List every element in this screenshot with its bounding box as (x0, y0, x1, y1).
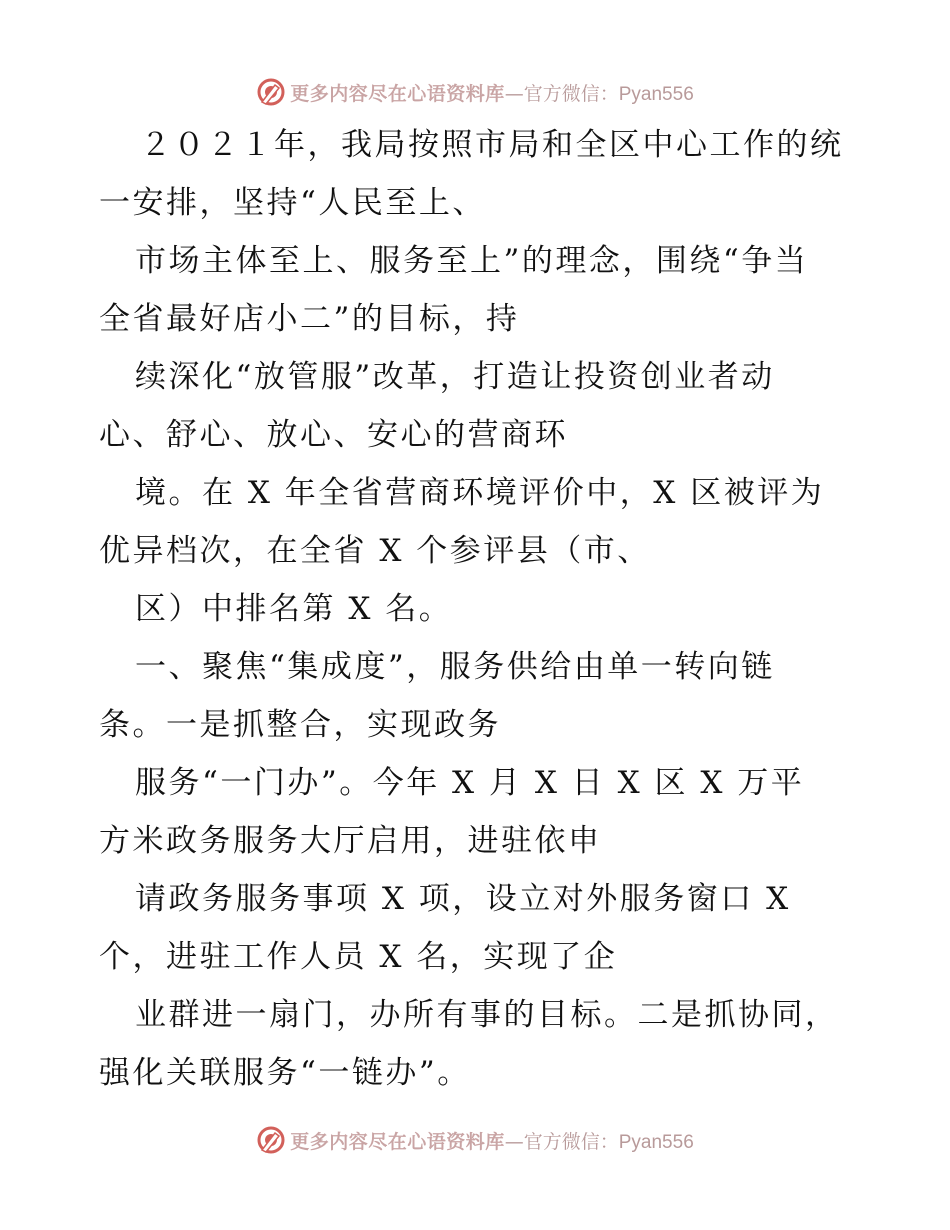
body-line: 业群进一扇门，办所有事的目标。二是抓协同， (135, 997, 839, 1033)
body-line: 续深化“放管服”改革，打造让投资创业者动 (135, 359, 775, 395)
banner-wechat-id: Pyan556 (618, 1131, 694, 1153)
body-line: 全省最好店小二”的目标，持 (99, 301, 520, 337)
banner-title: 更多内容尽在心语资料库 (290, 82, 505, 105)
pen-logo-icon (256, 1125, 286, 1155)
pen-logo-icon (256, 77, 286, 107)
banner-wechat-label: —官方微信： (504, 1130, 619, 1153)
body-line: 一、聚焦“集成度”，服务供给由单一转向链 (135, 649, 775, 685)
body-line: 方米政务服务大厅启用，进驻依申 (99, 823, 602, 859)
body-line: 心、舒心、放心、安心的营商环 (99, 417, 568, 453)
body-line: 强化关联服务“一链办”。 (99, 1055, 471, 1091)
body-line: 请政务服务事项 X 项，设立对外服务窗口 X (135, 881, 791, 917)
body-line: ２０２１年，我局按照市局和全区中心工作的统 (140, 127, 844, 163)
banner-wechat-id: Pyan556 (618, 83, 694, 105)
header-banner (0, 72, 950, 112)
body-line: 一安排，坚持“人民至上、 (99, 185, 486, 221)
body-line: 境。在 X 年全省营商环境评价中，X 区被评为 (135, 475, 825, 511)
body-line: 条。一是抓整合，实现政务 (99, 707, 501, 743)
body-line: 个，进驻工作人员 X 名，实现了企 (99, 939, 618, 975)
banner-wechat-label: —官方微信： (504, 82, 619, 105)
banner-title: 更多内容尽在心语资料库 (290, 1130, 505, 1153)
body-line: 优异档次，在全省 X 个参评县（市、 (99, 533, 651, 569)
body-line: 服务“一门办”。今年 X 月 X 日 X 区 X 万平 (135, 765, 805, 801)
body-line: 区）中排名第 X 名。 (135, 591, 453, 627)
footer-banner (0, 1120, 950, 1160)
body-line: 市场主体至上、服务至上”的理念，围绕“争当 (135, 243, 809, 279)
